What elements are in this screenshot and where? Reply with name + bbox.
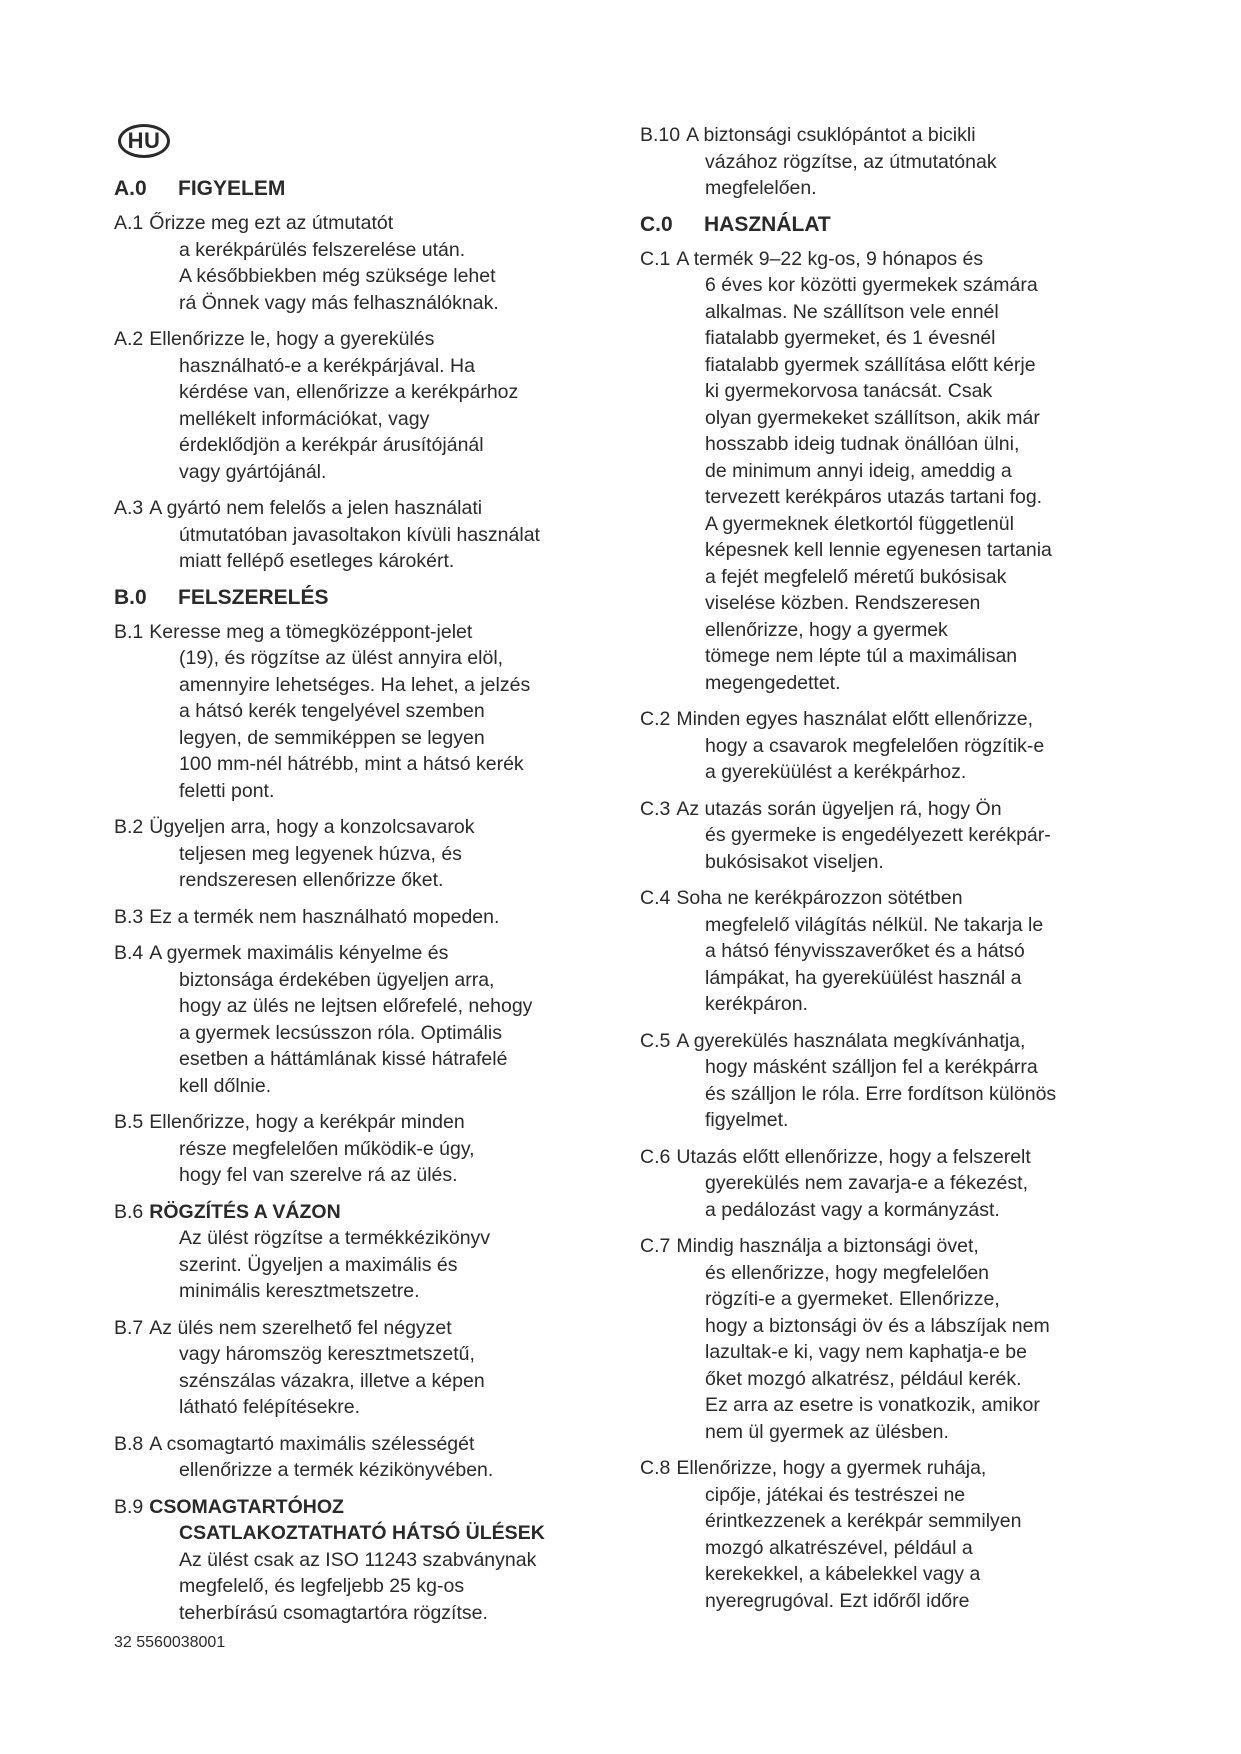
- item-text-line: viselése közben. Rendszeresen: [705, 592, 981, 614]
- item-text-line: tömege nem lépte túl a maximálisan: [705, 645, 1018, 667]
- item-number: A.3: [114, 497, 144, 519]
- instruction-item: [114, 1494, 624, 1627]
- item-first-line: [640, 1233, 1140, 1260]
- item-text: Az utazás során ügyeljen rá, hogy Ön: [676, 797, 1002, 820]
- item-text-line: lámpákat, ha gyereküülést használ a: [705, 966, 1022, 989]
- item-text: Ellenőrizze, hogy a gyermek ruhája,: [676, 1457, 987, 1479]
- section-heading: HASZNÁLAT: [704, 212, 831, 236]
- item-text-line: Az ülést rögzítse a termékkézikönyv: [179, 1227, 491, 1249]
- item-text-line: 6 éves kor közötti gyermekek számára: [705, 274, 1038, 296]
- item-first-line: [114, 1199, 624, 1226]
- instruction-item: [640, 122, 1140, 202]
- item-first-line: [114, 1494, 624, 1521]
- item-text: Az ülés nem szerelhető fel négyzet: [149, 1316, 452, 1339]
- item-first-line: [114, 619, 624, 646]
- item-text-line: képesnek kell lennie egyenesen tartania: [705, 539, 1052, 561]
- item-text-line: gyerekülés nem zavarja-e a fékezést,: [705, 1172, 1028, 1194]
- instruction-item: [640, 885, 1140, 1018]
- section-number: C.0: [640, 212, 673, 236]
- instruction-item: [114, 814, 624, 894]
- item-text-line: nyeregrugóval. Ezt időről időre: [705, 1589, 970, 1612]
- item-text-line: kell dőlnie.: [179, 1074, 272, 1097]
- item-number: B.4: [114, 942, 144, 964]
- item-text-line: Az ülést csak az ISO 11243 szabványnak: [179, 1548, 537, 1571]
- item-text-line: fiatalabb gyermeket, és 1 évesnél: [705, 327, 996, 349]
- item-text-line: és gyermeke is engedélyezett kerékpár-: [705, 824, 1051, 846]
- item-text: Soha ne kerékpározzon sötétben: [676, 887, 963, 909]
- section-number: B.0: [114, 585, 147, 609]
- item-text: A gyártó nem felelős a jelen használati: [149, 497, 483, 519]
- item-first-line: [114, 814, 624, 841]
- instruction-item: [114, 619, 624, 805]
- item-number: B.9: [114, 1495, 144, 1518]
- item-first-line: [114, 210, 624, 237]
- item-text-line: látható felépítésekre.: [179, 1396, 361, 1418]
- item-text-line: hogy másként szálljon fel a kerékpárra: [705, 1056, 1038, 1078]
- item-text-line: ki gyermekorvosa tanácsát. Csak: [705, 380, 993, 402]
- item-text: Minden egyes használat előtt ellenőrizze,: [676, 708, 1033, 730]
- item-text-line: a fejét megfelelő méretű bukósisak: [705, 565, 1007, 588]
- item-first-line: [640, 246, 1140, 273]
- item-text: Ügyeljen arra, hogy a konzolcsavarok: [149, 816, 475, 838]
- item-first-line: [114, 940, 624, 967]
- instruction-item: [114, 1199, 624, 1305]
- item-text-line: mellékelt információkat, vagy: [179, 407, 430, 430]
- item-text: A termék 9–22 kg-os, 9 hónapos és: [676, 247, 984, 270]
- item-number: C.2: [640, 708, 671, 730]
- item-first-line: [640, 885, 1140, 912]
- item-text-line: a pedálozást vagy a kormányzást.: [705, 1198, 1000, 1221]
- item-text: A gyermek maximális kényelme és: [149, 942, 449, 964]
- item-text-line: kerekekkel, a kábelekkel vagy a: [705, 1563, 981, 1585]
- item-text-line: vagy háromszög keresztmetszetű,: [179, 1343, 475, 1365]
- item-text-line: minimális keresztmetszetre.: [179, 1280, 420, 1302]
- item-text-line: és ellenőrizze, hogy megfelelően: [705, 1261, 990, 1284]
- item-text-line: hogy a biztonsági öv és a lábszíjak nem: [705, 1314, 1050, 1337]
- item-text-line: ellenőrizze, hogy a gyermek: [705, 618, 948, 641]
- language-badge: [118, 124, 170, 158]
- item-first-line: [114, 326, 624, 353]
- item-text-line: érintkezzenek a kerékpár semmilyen: [705, 1510, 1022, 1532]
- item-text: A biztonsági csuklópántot a bicikli: [686, 124, 976, 146]
- item-first-line: [114, 1315, 624, 1342]
- item-text-line: A gyermeknek életkortól függetlenül: [705, 512, 1014, 535]
- item-text-line: bukósisakot viseljen.: [705, 850, 884, 873]
- item-first-line: [114, 1431, 624, 1458]
- item-number: B.2: [114, 816, 144, 838]
- item-number: B.10: [640, 124, 681, 146]
- item-text-line: rendszeresen ellenőrizze őket.: [179, 869, 444, 891]
- item-text-line: tervezett kerékpáros utazás tartani fog.: [705, 486, 1043, 508]
- item-text-line: megengedettet.: [705, 671, 841, 694]
- item-text: A csomagtartó maximális szélességét: [149, 1432, 475, 1455]
- section-heading: FIGYELEM: [178, 177, 286, 200]
- item-first-line: [640, 122, 1140, 149]
- instruction-item: [114, 1315, 624, 1421]
- item-number: C.8: [640, 1457, 671, 1479]
- item-heading: CSOMAGTARTÓHOZ: [149, 1495, 344, 1518]
- item-text-line: megfelelően.: [705, 177, 817, 199]
- item-text-line: amennyire lehetséges. Ha lehet, a jelzés: [179, 673, 531, 696]
- item-text-line: őket mozgó alkatrész, például kerék.: [705, 1367, 1022, 1390]
- left-column: [114, 176, 624, 1636]
- item-text-line: biztonsága érdekében ügyeljen arra,: [179, 968, 495, 991]
- instruction-item: [114, 904, 624, 931]
- item-first-line: [114, 1109, 624, 1136]
- item-number: B.8: [114, 1432, 144, 1455]
- item-text-line: a kerékpárülés felszerelése után.: [179, 238, 466, 261]
- item-number: C.4: [640, 887, 671, 909]
- instruction-item: [114, 326, 624, 485]
- instruction-item: [640, 706, 1140, 786]
- item-text-line: a gyereküülést a kerékpárhoz.: [705, 761, 967, 783]
- instruction-item: [114, 1431, 624, 1484]
- item-number: C.7: [640, 1235, 671, 1257]
- item-text-line: nem ül gyermek az ülésben.: [705, 1420, 949, 1443]
- item-text-line: szerint. Ügyeljen a maximális és: [179, 1253, 458, 1276]
- item-text-line: hogy fel van szerelve rá az ülés.: [179, 1164, 458, 1186]
- item-text-line: lazultak-e ki, vagy nem kaphatja-e be: [705, 1341, 1027, 1363]
- item-first-line: [114, 495, 624, 522]
- item-text-line: megfelelő, és legfeljebb 25 kg-os: [179, 1575, 465, 1597]
- section-b-title: [114, 585, 624, 611]
- item-text-line: és szálljon le róla. Erre fordítson különös: [705, 1082, 1057, 1105]
- item-number: A.2: [114, 328, 144, 350]
- instruction-item: [114, 1109, 624, 1189]
- item-text-line: miatt fellépő esetleges károkért.: [179, 550, 455, 572]
- item-text-line: része megfelelően működik-e úgy,: [179, 1137, 475, 1160]
- item-text-line: a hátsó fényvisszaverőket és a hátsó: [705, 940, 1025, 962]
- item-heading-continued: CSATLAKOZTATHATÓ HÁTSÓ ÜLÉSEK: [179, 1522, 545, 1544]
- page-footer: 32 5560038001: [114, 1634, 226, 1651]
- item-text: Ez a termék nem használható mopeden.: [149, 905, 500, 928]
- item-number: A.1: [114, 212, 144, 234]
- item-text: A gyerekülés használata megkívánhatja,: [676, 1029, 1026, 1052]
- language-code: HU: [127, 128, 161, 153]
- item-text-line: hosszabb ideig tudnak önállóan ülni,: [705, 433, 1020, 455]
- item-text-line: szénszálas vázakra, illetve a képen: [179, 1369, 485, 1392]
- instruction-item: [640, 1455, 1140, 1614]
- section-number: A.0: [114, 177, 147, 200]
- instruction-item: [640, 1144, 1140, 1224]
- item-text-line: ellenőrizze a termék kézikönyvében.: [179, 1459, 494, 1481]
- item-text-line: a gyermek lecsússzon róla. Optimális: [179, 1021, 502, 1044]
- item-text-line: hogy a csavarok megfelelően rögzítik-e: [705, 734, 1045, 757]
- item-text-line: használható-e a kerékpárjával. Ha: [179, 354, 475, 377]
- item-text-line: érdeklődjön a kerékpár árusítójánál: [179, 434, 484, 456]
- item-text-line: teherbírású csomagtartóra rögzítse.: [179, 1601, 488, 1624]
- item-text-line: cipője, játékai és testrészei ne: [705, 1483, 966, 1506]
- item-text-line: vázához rögzítse, az útmutatónak: [705, 150, 997, 173]
- item-text-line: teljesen meg legyenek húzva, és: [179, 842, 462, 865]
- item-text-line: a hátsó kerék tengelyével szemben: [179, 700, 485, 722]
- item-number: C.6: [640, 1145, 671, 1168]
- item-text-line: 100 mm-nél hátrébb, mint a hátsó kerék: [179, 753, 524, 775]
- item-text-line: olyan gyermekeket szállítson, akik már: [705, 406, 1040, 429]
- item-text-line: rá Önnek vagy más felhasználóknak.: [179, 291, 499, 314]
- item-first-line: [640, 1455, 1140, 1482]
- item-text: Ellenőrizze, hogy a kerékpár minden: [149, 1111, 465, 1133]
- item-text-line: kérdése van, ellenőrizze a kerékpárhoz: [179, 381, 519, 403]
- item-number: B.3: [114, 905, 144, 928]
- item-number: C.3: [640, 797, 671, 820]
- instruction-item: [640, 1233, 1140, 1445]
- section-a-title: [114, 176, 624, 202]
- item-text-line: megfelelő világítás nélkül. Ne takarja le: [705, 913, 1044, 936]
- item-number: B.7: [114, 1316, 144, 1339]
- item-first-line: [114, 904, 624, 931]
- instruction-item: [640, 246, 1140, 697]
- item-text-line: feletti pont.: [179, 779, 275, 802]
- instruction-item: [114, 495, 624, 575]
- item-text-line: figyelmet.: [705, 1109, 789, 1131]
- item-text-line: de minimum annyi ideig, ameddig a: [705, 459, 1012, 482]
- item-text: Mindig használja a biztonsági övet,: [676, 1235, 979, 1257]
- item-text: Keresse meg a tömegközéppont-jelet: [149, 620, 473, 643]
- right-column: [640, 122, 1140, 1624]
- item-number: B.6: [114, 1200, 144, 1223]
- item-text-line: esetben a háttámlának kissé hátrafelé: [179, 1048, 508, 1070]
- item-heading: RÖGZÍTÉS A VÁZON: [149, 1200, 341, 1223]
- item-text-line: (19), és rögzítse az ülést annyira elöl,: [179, 647, 504, 669]
- item-text-line: rögzíti-e a gyermeket. Ellenőrizze,: [705, 1288, 1000, 1310]
- instruction-item: [114, 210, 624, 316]
- section-heading: FELSZERELÉS: [178, 585, 329, 609]
- instruction-item: [640, 796, 1140, 876]
- item-first-line: [640, 1144, 1140, 1171]
- item-text-line: kerékpáron.: [705, 993, 808, 1015]
- instruction-item: [114, 940, 624, 1099]
- item-first-line: [640, 796, 1140, 823]
- item-number: C.5: [640, 1029, 671, 1052]
- item-text-line: hogy az ülés ne lejtsen előrefelé, nehogy: [179, 995, 533, 1017]
- item-text-line: A későbbiekben még szüksége lehet: [179, 265, 496, 287]
- item-text: Utazás előtt ellenőrizze, hogy a felszerelt: [676, 1145, 1031, 1168]
- item-number: B.1: [114, 620, 144, 643]
- item-text-line: Ez arra az esetre is vonatkozik, amikor: [705, 1394, 1040, 1416]
- instruction-item: [640, 1028, 1140, 1134]
- item-text: Őrizze meg ezt az útmutatót: [149, 212, 394, 234]
- item-first-line: [640, 706, 1140, 733]
- item-text-line: alkalmas. Ne szállítson vele ennél: [705, 300, 999, 323]
- section-c-title: [640, 212, 1140, 238]
- item-number: B.5: [114, 1111, 144, 1133]
- item-text-line: mozgó alkatrészével, például a: [705, 1536, 973, 1559]
- item-text-line: legyen, de semmiképpen se legyen: [179, 726, 485, 749]
- item-text-line: vagy gyártójánál.: [179, 460, 327, 483]
- item-text-line: útmutatóban javasoltakon kívüli használat: [179, 523, 540, 546]
- item-number: C.1: [640, 247, 671, 270]
- item-text: Ellenőrizze le, hogy a gyerekülés: [149, 328, 435, 350]
- item-first-line: [640, 1028, 1140, 1055]
- item-text-line: fiatalabb gyermek szállítása előtt kérje: [705, 353, 1036, 376]
